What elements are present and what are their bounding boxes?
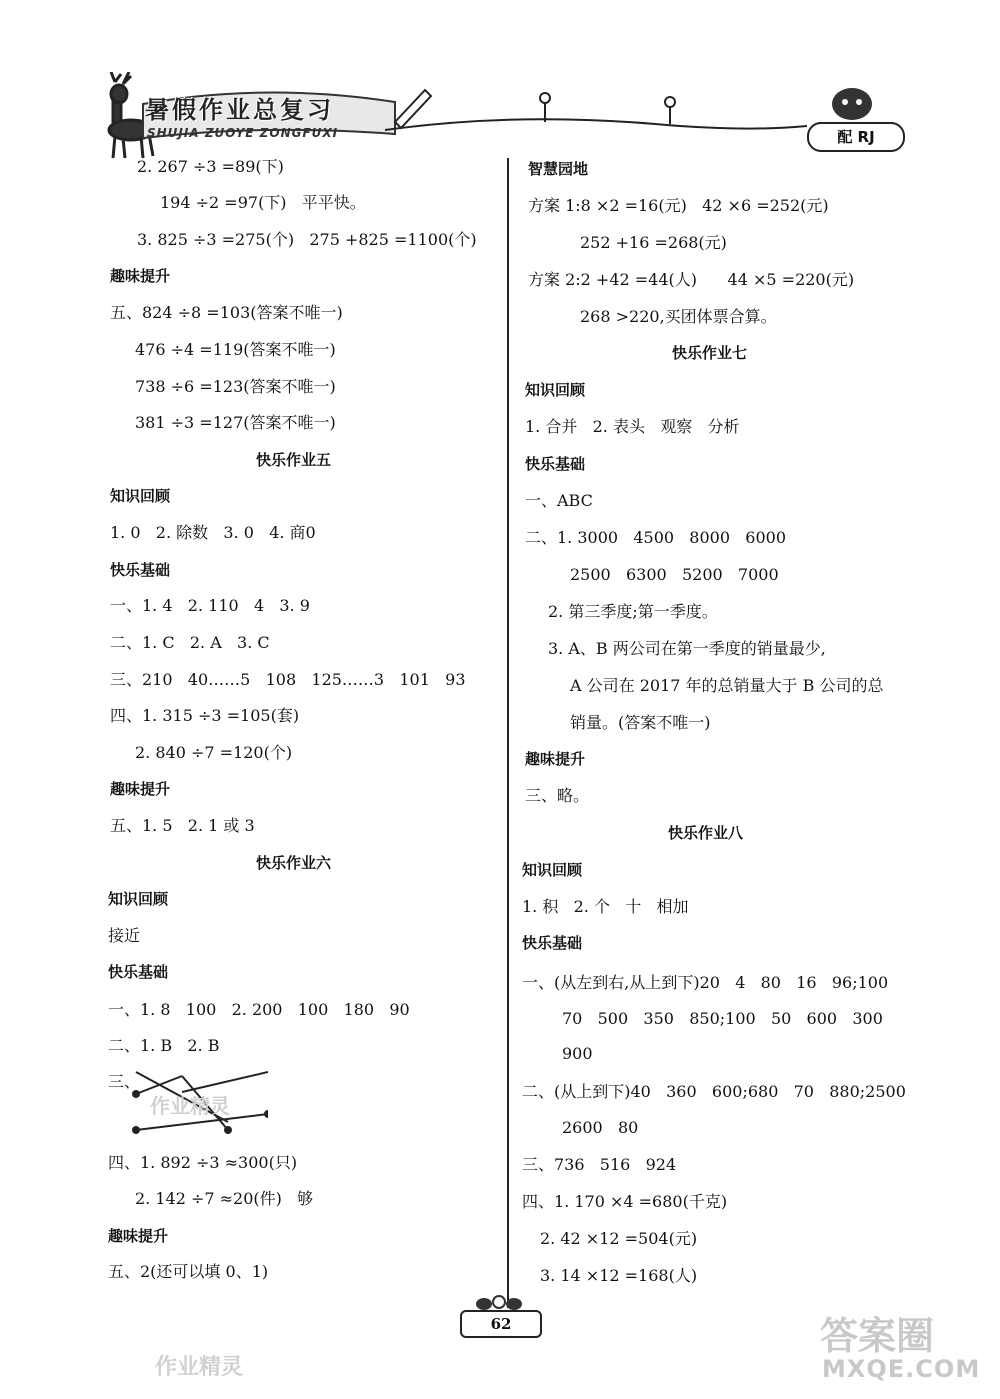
answer-line: 2. 267 ÷3 =89(下) [137,157,284,176]
answer-line: 476 ÷4 =119(答案不唯一) [135,340,336,359]
section-heading: 智慧园地 [528,160,589,178]
answer-line: 三、736 516 924 [522,1155,677,1174]
answer-line: 3. A、B 两公司在第一季度的销量最少, [548,639,826,658]
answer-line: 738 ÷6 =123(答案不唯一) [135,377,336,396]
lesson-title: 快乐作业六 [256,854,332,872]
answer-line: 三、210 40……5 108 125……3 101 93 [110,670,466,689]
section-heading: 趣味提升 [525,750,586,768]
answer-line: 1. 积 2. 个 十 相加 [522,897,689,916]
stamp-watermark: 作业精灵 [150,1094,230,1118]
section-heading: 趣味提升 [110,780,171,798]
answer-line: 2. 142 ÷7 ≈20(件) 够 [135,1189,314,1208]
section-heading: 快乐基础 [110,561,171,579]
pencil-icon [395,90,431,128]
lesson-title: 快乐作业七 [672,344,748,362]
answer-line: 二、1. B 2. B [108,1036,220,1055]
header-pinyin: SHUJIA ZUOYE ZONGFUXI [147,126,339,140]
answer-line: 二、(从上到下)40 360 600;680 70 880;2500 [522,1082,906,1101]
answer-line: 一、1. 4 2. 110 4 3. 9 [110,596,310,615]
answer-line: 二、1. 3000 4500 8000 6000 [525,528,787,547]
answer-line: 2. 第三季度;第一季度。 [548,602,718,621]
answer-line: 2. 840 ÷7 =120(个) [135,743,293,762]
answer-line: 3. 14 ×12 =168(人) [540,1266,698,1285]
answer-line: 252 +16 =268(元) [580,233,727,252]
site-url-watermark: MXQE.COM [822,1355,981,1383]
answer-line: 五、1. 5 2. 1 或 3 [110,816,255,835]
header-title: 暑假作业总复习 [145,96,334,124]
puppy-icon [832,88,872,120]
answer-line: 2. 42 ×12 =504(元) [540,1229,698,1248]
section-heading: 知识回顾 [525,381,586,399]
answer-line: 五、2(还可以填 0、1) [108,1262,269,1281]
answer-line: 2500 6300 5200 7000 [570,565,779,584]
answer-line: 二、1. C 2. A 3. C [110,633,270,652]
section-heading: 快乐基础 [108,963,169,981]
answer-line: 销量。(答案不唯一) [570,713,711,732]
answer-line: 一、ABC [525,491,593,510]
answer-line: 381 ÷3 =127(答案不唯一) [135,413,336,432]
answer-line: 五、824 ÷8 =103(答案不唯一) [110,303,343,322]
section-heading: 知识回顾 [522,861,583,879]
section-heading: 趣味提升 [110,267,171,285]
answer-line: 70 500 350 850;100 50 600 300 [562,1009,883,1028]
answer-line: 194 ÷2 =97(下) 平平快。 [160,193,366,212]
answer-line: 3. 825 ÷3 =275(个) 275 +825 =1100(个) [137,230,477,249]
ground-line [385,119,807,130]
answer-line: 方案 2:2 +42 =44(人) 44 ×5 =220(元) [528,270,855,289]
section-heading: 知识回顾 [108,890,169,908]
answer-line: 一、(从左到右,从上到下)20 4 80 16 96;100 [522,973,889,992]
answer-line: 方案 1:8 ×2 =16(元) 42 ×6 =252(元) [528,196,829,215]
answer-line: 接近 [108,926,141,945]
answer-line: 1. 0 2. 除数 3. 0 4. 商0 [110,523,316,542]
section-heading: 快乐基础 [522,934,583,952]
answer-line: 三、 [108,1072,141,1091]
answer-line: 一、1. 8 100 2. 200 100 180 90 [108,1000,410,1019]
lesson-title: 快乐作业八 [668,824,744,842]
page-header [95,72,910,162]
stamp-watermark: 作业精灵 [155,1355,244,1380]
answer-line: A 公司在 2017 年的总销量大于 B 公司的总 [570,676,884,695]
column-divider [507,158,509,1308]
section-heading: 快乐基础 [525,455,586,473]
answer-line: 四、1. 892 ÷3 ≈300(只) [108,1153,298,1172]
page-footer [458,1292,540,1342]
answer-line: 2600 80 [562,1118,639,1137]
lesson-title: 快乐作业五 [256,451,332,469]
answer-line: 三、略。 [525,786,590,805]
section-heading: 知识回顾 [110,487,171,505]
footer-ornament [458,1292,540,1312]
page-number: 62 [460,1310,542,1338]
site-watermark: 答案圈 [820,1314,935,1358]
answer-line: 900 [562,1044,593,1063]
answer-line: 1. 合并 2. 表头 观察 分析 [525,417,740,436]
edition-badge: 配 RJ [807,122,905,152]
answer-line: 四、1. 315 ÷3 =105(套) [110,706,300,725]
section-heading: 趣味提升 [108,1227,169,1245]
answer-line: 四、1. 170 ×4 =680(千克) [522,1192,728,1211]
answer-line: 268 >220,买团体票合算。 [580,307,777,326]
